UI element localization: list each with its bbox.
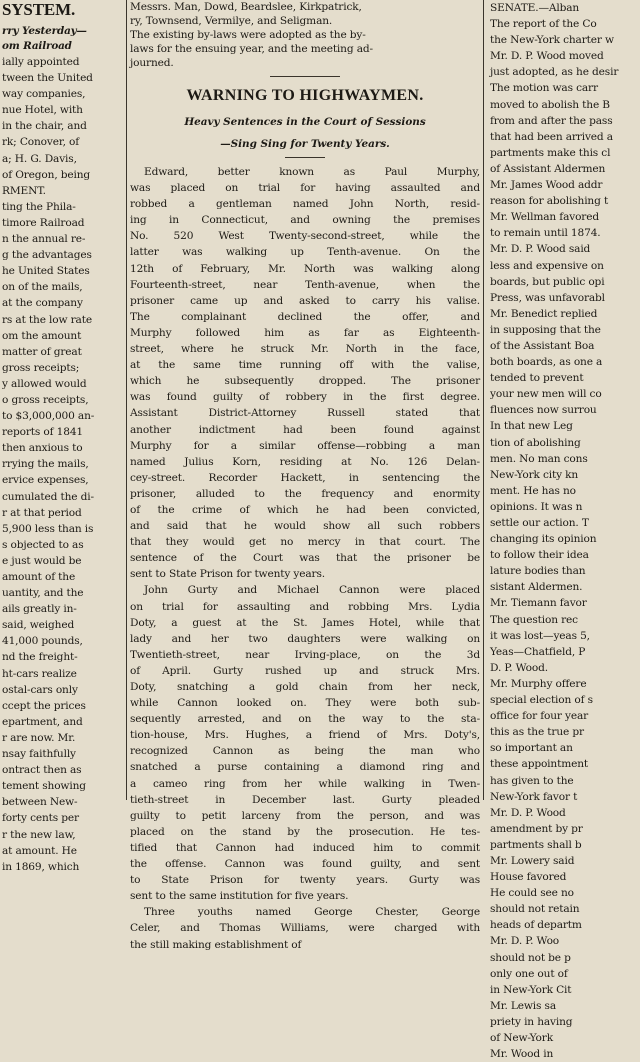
- text-line: ing in Connecticut, and owning the premises: [130, 214, 480, 227]
- article-headline: WARNING TO HIGHWAYMEN.: [186, 87, 424, 104]
- text-line: amount of the: [2, 571, 76, 583]
- text-line: r at that period: [2, 506, 82, 519]
- article-paragraph: [130, 164, 480, 582]
- text-line: Mr. Benedict replied: [490, 307, 598, 320]
- text-line: New-York favor t: [490, 790, 578, 803]
- article-paragraph: [130, 904, 480, 952]
- text-line: another indictment had been found against: [130, 423, 480, 436]
- left-column-text: [0, 54, 124, 875]
- text-line: of the crime of which he had been convicted,: [130, 503, 480, 516]
- text-line: settle our action. T: [490, 517, 589, 529]
- text-line: 41,000 pounds,: [2, 635, 83, 648]
- text-line: partments shall b: [490, 838, 582, 851]
- text-line: amendment by pr: [490, 822, 583, 835]
- text-line: —Sing Sing for Twenty Years.: [220, 138, 390, 150]
- text-line: ment. He has no: [490, 484, 576, 497]
- column-rule-right: [483, 0, 484, 800]
- text-line: gross receipts;: [2, 361, 80, 374]
- text-line: tieth-street in December last. Gurty pleaded: [130, 793, 480, 806]
- text-line: in supposing that the: [490, 323, 601, 336]
- text-line: uantity, and the: [2, 587, 84, 600]
- text-line: Edward, better known as Paul Murphy,: [144, 166, 480, 178]
- text-line: ry, Townsend, Vermilye, and Seligman.: [130, 15, 333, 27]
- text-line: only one out of: [490, 967, 568, 980]
- left-column-subheading: [0, 24, 124, 54]
- text-line: tion of abolishing: [490, 436, 581, 449]
- text-line: The question rec: [490, 613, 578, 626]
- text-line: of April. Gurty rushed up and struck Mrs.: [130, 664, 480, 677]
- text-line: y allowed would: [2, 377, 87, 390]
- text-line: which he subsequently dropped. The prisoner: [130, 375, 480, 388]
- text-line: he United States: [2, 265, 90, 278]
- text-line: tended to prevent: [490, 372, 584, 385]
- text-line: Mr. D. P. Wood said: [490, 243, 591, 256]
- text-line: RMENT.: [2, 184, 46, 197]
- column-rule-left: [126, 0, 127, 800]
- text-line: Murphy followed him as far as Eighteenth-: [130, 326, 480, 339]
- text-line: matter of great: [2, 345, 82, 358]
- text-line: a cameo ring from her while walking in Twen-: [130, 777, 480, 790]
- text-line: named Julius Korn, residing at No. 126 Delan-: [130, 455, 480, 468]
- text-line: sistant Aldermen.: [490, 581, 583, 594]
- text-line: your new men will co: [490, 388, 602, 401]
- text-line: ially appointed: [2, 56, 80, 68]
- text-line: street, where he struck Mr. North in the face,: [130, 343, 480, 356]
- right-column-text: [487, 0, 640, 1062]
- text-line: forty cents per: [2, 812, 79, 825]
- text-line: latter was walking up Tenth-avenue. On the: [130, 246, 480, 259]
- text-line: it was lost—yeas 5,: [490, 629, 590, 642]
- text-line: cumulated the di-: [2, 490, 94, 503]
- text-line: and said that he would show all such robbers: [130, 520, 480, 533]
- text-line: ostal-cars only: [2, 683, 78, 696]
- text-line: John Gurty and Michael Cannon were placed: [144, 584, 480, 597]
- text-line: way companies,: [2, 88, 86, 101]
- text-line: that they would get no mercy in that court. The: [130, 536, 480, 549]
- text-line: rs at the low rate: [2, 313, 92, 326]
- text-line: opinions. It was n: [490, 500, 583, 513]
- text-line: No. 520 West Twenty-second-street, while the: [130, 230, 480, 243]
- text-line: Mr. Wood in: [490, 1048, 554, 1061]
- text-line: to $3,000,000 an-: [2, 410, 95, 423]
- text-line: Messrs. Man, Dowd, Beardslee, Kirkpatrick,: [130, 1, 362, 13]
- text-line: r the new law,: [2, 828, 76, 841]
- text-line: g the advantages: [2, 249, 92, 262]
- text-line: sentence of the Court was that the prisoner be: [130, 552, 480, 565]
- text-line: 5,900 less than is: [2, 522, 94, 535]
- text-line: prisoner came up and asked to carry his valise.: [130, 294, 480, 307]
- text-line: then anxious to: [2, 442, 83, 455]
- text-line: of Assistant Aldermen: [490, 162, 606, 175]
- text-line: cey-street. Recorder Hackett, in sentencing the: [130, 471, 480, 484]
- text-line: D. P. Wood.: [490, 661, 548, 674]
- text-line: tified that Cannon had induced him to commit: [130, 841, 480, 854]
- article-divider: [270, 76, 340, 77]
- text-line: sequently arrested, and on the way to the sta-: [130, 713, 480, 726]
- text-line: lature bodies than: [490, 565, 586, 578]
- text-line: ht-cars realize: [2, 667, 77, 680]
- text-line: The report of the Co: [490, 18, 597, 31]
- text-line: was placed on trial for having assaulted and: [130, 182, 480, 195]
- text-line: of the Assistant Boa: [490, 339, 595, 352]
- text-line: from and after the pass: [490, 114, 613, 127]
- text-line: Mr. D. P. Wood: [490, 806, 566, 819]
- text-line: both boards, as one a: [490, 356, 603, 369]
- text-line: to follow their idea: [490, 549, 589, 562]
- text-line: journed.: [130, 57, 174, 69]
- text-line: ails greatly in-: [2, 603, 77, 616]
- text-line: heads of departm: [490, 919, 582, 932]
- text-line: om the amount: [2, 329, 82, 342]
- text-line: ontract then as: [2, 764, 82, 777]
- text-line: o gross receipts,: [2, 393, 89, 406]
- text-line: reports of 1841: [2, 426, 83, 439]
- text-line: tion-house, Mrs. Hughes, a friend of Mrs. Doty's,: [130, 729, 480, 742]
- text-line: robbed a gentleman named John North, resid-: [130, 198, 480, 211]
- text-line: priety in having: [490, 1015, 573, 1028]
- text-line: reason for abolishing t: [490, 195, 609, 208]
- text-line: at the company: [2, 297, 83, 310]
- text-line: said, weighed: [2, 619, 75, 632]
- text-line: timore Railroad: [2, 216, 85, 229]
- text-line: Heavy Sentences in the Court of Sessions: [184, 116, 426, 128]
- text-line: men. No man cons: [490, 452, 588, 465]
- text-line: should not retain: [490, 903, 580, 916]
- text-line: ervice expenses,: [2, 474, 89, 487]
- text-line: boards, but public opi: [490, 275, 605, 288]
- text-line: fluences now surrou: [490, 404, 597, 417]
- text-line: so important an: [490, 742, 573, 755]
- text-line: e just would be: [2, 554, 82, 567]
- text-line: Mr. D. P. Wood moved: [490, 50, 604, 63]
- text-line: ccept the prices: [2, 699, 86, 712]
- text-line: on trial for assaulting and robbing Mrs. Lydia: [130, 600, 480, 613]
- text-line: Celer, and Thomas Williams, were charged with: [130, 922, 480, 935]
- text-line: The motion was carr: [490, 82, 598, 95]
- text-line: should not be p: [490, 951, 571, 964]
- text-line: the still making establishment of: [130, 938, 302, 951]
- text-line: Mr. Lewis sa: [490, 999, 556, 1012]
- text-line: the offense. Cannon was found guilty, and sent: [130, 858, 480, 871]
- article-paragraph: [130, 582, 480, 904]
- text-line: office for four year: [490, 710, 589, 723]
- text-line: laws for the ensuing year, and the meeting ad-: [130, 43, 373, 55]
- text-line: in 1869, which: [2, 860, 80, 873]
- text-line: this as the true pr: [490, 726, 584, 739]
- text-line: epartment, and: [2, 715, 83, 728]
- text-line: lady and her two daughters were walking on: [130, 632, 480, 645]
- text-line: Mr. Murphy offere: [490, 677, 587, 690]
- text-line: 12th of February, Mr. North was walking along: [130, 262, 480, 275]
- center-top-text: [130, 0, 480, 70]
- text-line: n the annual re-: [2, 233, 86, 246]
- left-column-heading: SYSTEM.: [2, 0, 76, 19]
- text-line: at the same time running off with the valise,: [130, 359, 480, 372]
- text-line: rk; Conover, of: [2, 136, 80, 149]
- text-line: in the chair, and: [2, 120, 87, 133]
- text-line: to remain until 1874.: [490, 227, 601, 240]
- text-line: moved to abolish the B: [490, 98, 610, 111]
- text-line: Press, was unfavorabl: [490, 291, 605, 304]
- text-line: that had been arrived a: [490, 130, 613, 143]
- text-line: Mr. D. P. Woo: [490, 935, 560, 948]
- center-column: [130, 0, 480, 951]
- text-line: snatched a purse containing a diamond ring and: [130, 761, 480, 774]
- text-line: nd the freight-: [2, 651, 78, 664]
- text-line: tement showing: [2, 780, 86, 793]
- text-line: Three youths named George Chester, George: [144, 906, 480, 919]
- text-line: The existing by-laws were adopted as the by-: [130, 29, 366, 41]
- text-line: just adopted, as he desir: [490, 66, 619, 79]
- left-column: [0, 0, 124, 873]
- article-body: [130, 164, 480, 953]
- text-line: rrying the mails,: [2, 458, 89, 471]
- text-line: nsay faithfully: [2, 748, 76, 761]
- text-line: the New-York charter w: [490, 34, 614, 47]
- text-line: on of the mails,: [2, 281, 83, 294]
- text-line: placed on the stand by the prosecution. He tes-: [130, 825, 480, 838]
- text-line: sent to the same institution for five years.: [130, 890, 349, 903]
- text-line: Mr. Wellman favored: [490, 211, 599, 224]
- text-line: of New-York: [490, 1032, 553, 1044]
- text-line: special election of s: [490, 694, 593, 707]
- text-line: in New-York Cit: [490, 983, 572, 996]
- text-line: at amount. He: [2, 844, 77, 857]
- text-line: r are now. Mr.: [2, 731, 76, 744]
- text-line: Murphy for a similar offense—robbing a man: [130, 439, 480, 452]
- text-line: Fourteenth-street, near Tenth-avenue, when the: [130, 278, 480, 291]
- text-line: these appointment: [490, 758, 588, 771]
- text-line: was found guilty of robbery in the first degree.: [130, 391, 480, 404]
- text-line: Doty, a guest at the St. James Hotel, while that: [130, 616, 480, 629]
- text-line: of Oregon, being: [2, 168, 91, 181]
- right-column: [487, 0, 640, 1061]
- text-line: sent to State Prison for twenty years.: [130, 568, 325, 581]
- text-line: prisoner, alluded to the frequency and enormity: [130, 487, 480, 500]
- text-line: nue Hotel, with: [2, 104, 83, 117]
- text-line: Doty, snatching a gold chain from her neck,: [130, 681, 480, 693]
- subheadline-divider: [285, 157, 325, 158]
- text-line: between New-: [2, 796, 78, 809]
- text-line: Mr. Lowery said: [490, 854, 575, 867]
- text-line: tween the United: [2, 72, 93, 85]
- text-line: a; H. G. Davis,: [2, 152, 77, 165]
- text-line: Yeas—Chatfield, P: [490, 645, 586, 658]
- text-line: The complainant declined the offer, and: [130, 310, 480, 323]
- text-line: has given to the: [490, 774, 574, 787]
- text-line: He could see no: [490, 887, 574, 900]
- text-line: guilty to petit larceny from the person, and was: [130, 809, 480, 822]
- text-line: changing its opinion: [490, 533, 597, 546]
- text-line: less and expensive on: [490, 259, 604, 272]
- text-line: Mr. James Wood addr: [490, 179, 603, 192]
- text-line: House favored: [490, 871, 567, 884]
- text-line: ting the Phila-: [2, 200, 76, 213]
- text-line: New-York city kn: [490, 468, 579, 481]
- text-line: while Cannon looked on. They were both sub-: [130, 697, 480, 710]
- text-line: rry Yesterday—: [2, 25, 87, 37]
- article-subheadline: [130, 115, 480, 151]
- text-line: Mr. Tiemann favor: [490, 597, 587, 610]
- text-line: SENATE.—Alban: [490, 2, 580, 14]
- text-line: s objected to as: [2, 538, 84, 551]
- text-line: Twentieth-street, near Irving-place, on the 3d: [130, 648, 480, 661]
- text-line: Assistant District-Attorney Russell stated that: [130, 407, 480, 420]
- text-line: partments make this cl: [490, 146, 611, 159]
- text-line: to State Prison for twenty years. Gurty was: [130, 874, 480, 887]
- text-line: In that new Leg: [490, 420, 573, 433]
- text-line: recognized Cannon as being the man who: [130, 745, 480, 758]
- text-line: om Railroad: [2, 40, 72, 52]
